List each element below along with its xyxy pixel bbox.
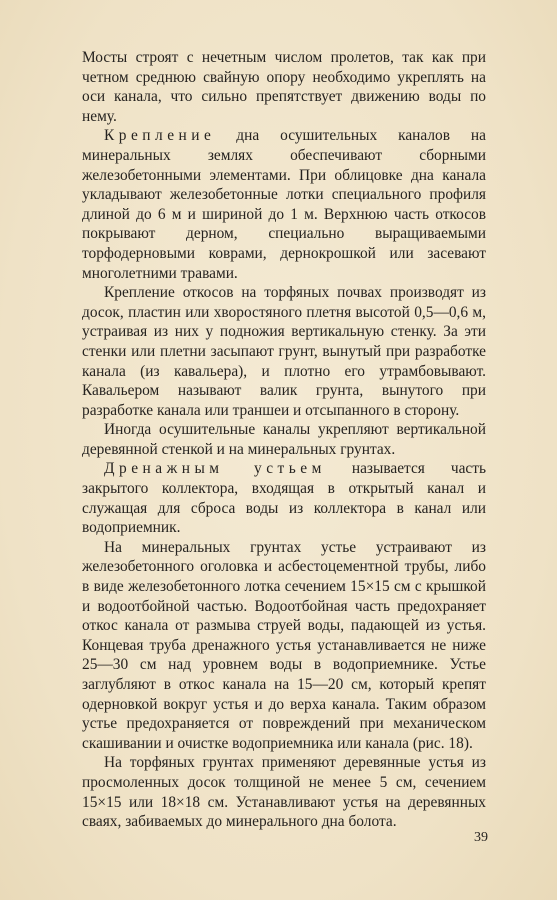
paragraph-mineral-soils — [82, 538, 486, 754]
paragraph-text: называется часть закрытого коллектора, входящая в открытый канал и служащая для сброса воды из коллектора в канал или водоприемник. — [82, 460, 486, 537]
paragraph-text: Мосты строят с нечетным числом пролетов, так как при четном среднюю свайную опору необходимо укреплять на оси канала, что сильно препятствует движению воды по нему. — [82, 49, 486, 125]
paragraph-text: Крепление откосов на торфяных почвах производят из досок, пластин или хворостяного плетня высотой 0,5—0,6 м, устраивая из них у подножия вертикальную стенку. За эти стенки или плетни засыпают грунт, вынутый при разработке канала (из кавальера), и плотно его утрамбовывают. Кавальером называют валик грунта, вынутого при разработке канала или траншеи и отсыпанного в сторону. — [82, 284, 486, 419]
spaced-term: Крепление — [104, 127, 216, 145]
paragraph-text: На торфяных грунтах применяют деревянные устья из просмоленных досок толщиной не менее 5 см, сечением 15×15 или 18×18 см. Устанавливают устья на деревянных сваях, забиваемых до минерального дна болота. — [82, 754, 486, 831]
paragraph-peat-slopes — [82, 283, 486, 420]
paragraph-text: На минеральных грунтах устье устраивают из железобетонного оголовка и асбестоцементной трубы, либо в виде железобетонного лотка сечением 15×15 см с крышкой и водоотбойной частью. Водоотбойная часть предохраняет откос канала от размыва струей воды, падающей из устья. Концевая труба дренажного устья устанавливается не ниже 25—30 см над уровнем воды в водоприемнике. Устье заглубляют в откос канала на 15—20 см, который крепят одерновкой вокруг устья и до верха канала. Таким образом устье предохраняется от повреждений при механическом скашивании и очистке водоприемника или канала (рис. 18). — [82, 538, 486, 752]
paragraph-text: Иногда осушительные каналы укрепляют вертикальной деревянной стенкой и на минеральных грунтах. — [82, 421, 486, 458]
body-text — [82, 48, 486, 832]
page-number: 39 — [474, 830, 488, 845]
paragraph-vertical-wall — [82, 420, 486, 459]
paragraph-text: дна осушительных каналов на минеральных землях обеспечивают сборными железобетонными элементами. При облицовке дна канала укладывают железобетонные лотки специального профиля длиной до 6 м и шириной до 1 м. Верхнюю часть откосов покрывают дерном, специально выращиваемыми торфодерновыми коврами, дернокрошкой или засевают многолетними травами. — [82, 127, 486, 282]
paragraph-bridges — [82, 48, 486, 126]
paragraph-drain-outlet — [82, 459, 486, 537]
paragraph-peat-soils — [82, 753, 486, 831]
paragraph-lining — [82, 126, 486, 283]
spaced-term: Дренажным устьем — [104, 460, 326, 478]
